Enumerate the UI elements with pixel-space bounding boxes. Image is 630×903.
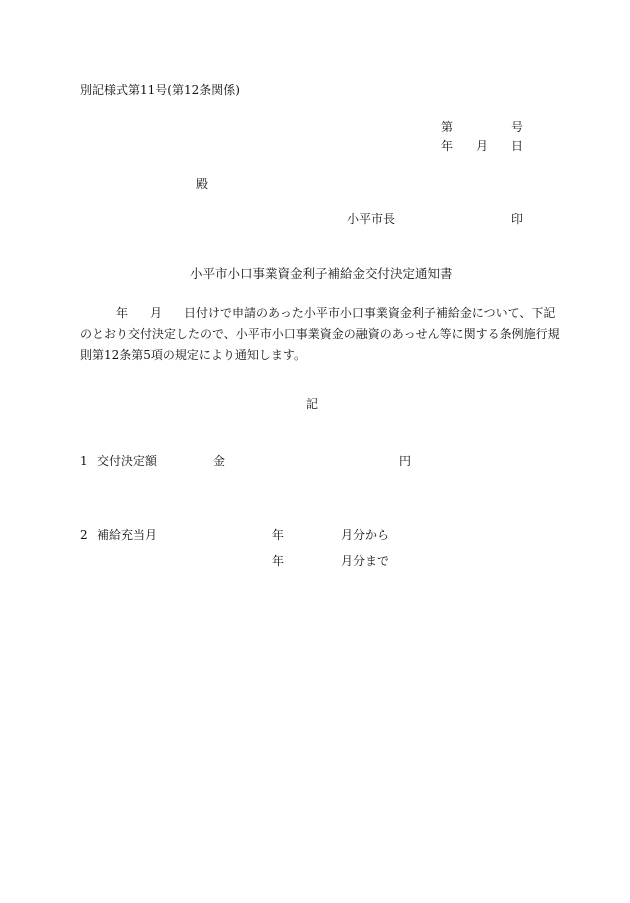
- item2-to-year: 年: [272, 554, 285, 568]
- item1-unit: 円: [399, 454, 412, 468]
- body-line-1-rest: 日付けで申請のあった小平市小口事業資金利子補給金について、下記: [184, 306, 556, 320]
- addressee-honorific: 殿: [196, 177, 209, 191]
- date-month: 月: [476, 139, 489, 153]
- item2-label: 補給充当月: [97, 528, 158, 542]
- ki-heading: 記: [306, 397, 319, 411]
- item1-label: 交付決定額: [97, 454, 158, 468]
- item2-number: 2: [80, 528, 88, 542]
- body-paragraph: [80, 303, 560, 366]
- item2-from-month: 月分から: [341, 528, 390, 542]
- issuer-seal: 印: [511, 212, 524, 226]
- body-line-2: のとおり交付決定したので、小平市小口事業資金の融資のあっせん等に関する条例施行規: [80, 327, 560, 341]
- item1-prefix: 金: [213, 454, 226, 468]
- date-day: 日: [511, 139, 524, 153]
- doc-number-suffix: 号: [511, 120, 524, 134]
- doc-number-prefix: 第: [441, 120, 454, 134]
- form-reference: 別記様式第11号(第12条関係): [80, 83, 240, 97]
- date-year: 年: [441, 139, 454, 153]
- document-title: 小平市小口事業資金利子補給金交付決定通知書: [190, 266, 453, 281]
- item2-from-year: 年: [272, 528, 285, 542]
- body-line-3: 則第12条第5項の規定により通知します。: [80, 348, 306, 362]
- body-line-1-year: 年: [116, 306, 129, 320]
- item2-to-month: 月分まで: [341, 554, 390, 568]
- body-line-1-month: 月: [150, 306, 163, 320]
- item1-number: 1: [80, 454, 88, 468]
- body-line-1: [80, 303, 556, 324]
- issuer-title: 小平市長: [347, 212, 396, 226]
